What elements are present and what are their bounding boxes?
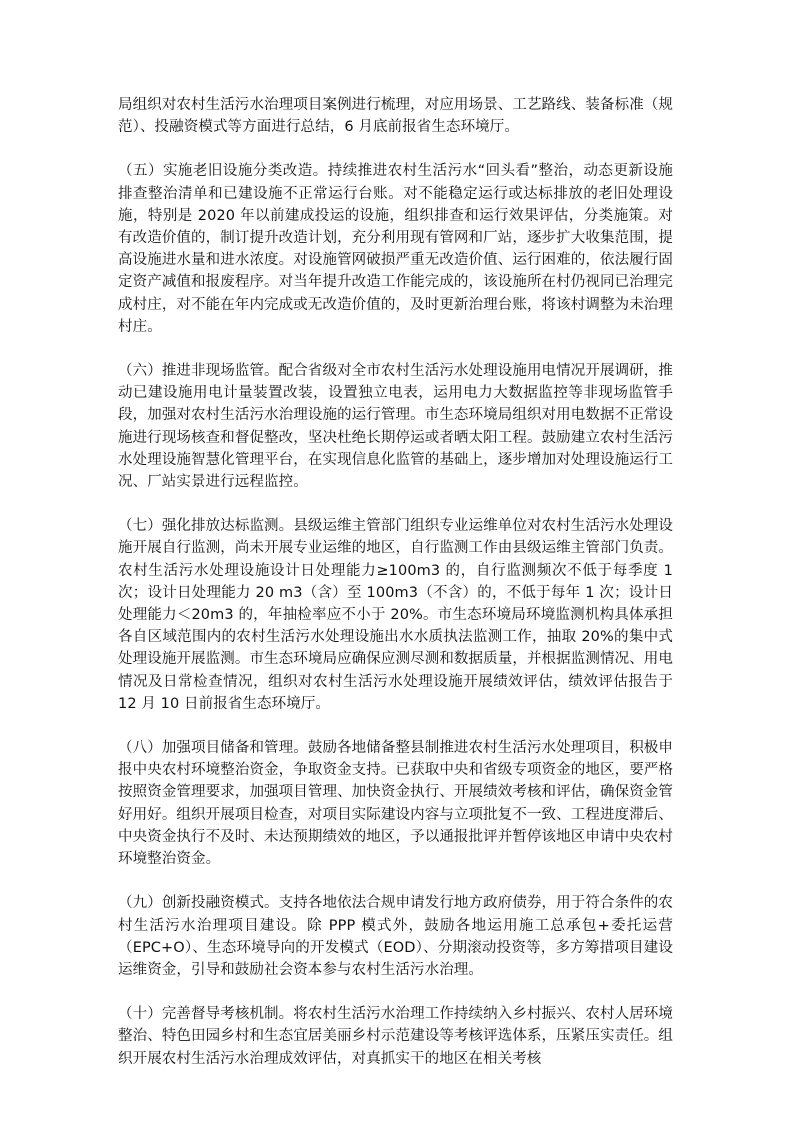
paragraph-section-6: （六）推进非现场监管。配合省级对全市农村生活污水处理设施用电情况开展调研，推动已建设施用电计量装置改装，设置独立电表，运用电力大数据监控等非现场监管手段，加强对农村生活污水治理设施的运行管理。市生态环境局组织对用电数据不正常设施进行现场核查和督促整改，坚决杜绝长期停运或者晒太阳工程。鼓励建立农村生活污水处理设施智慧化管理平台，在实现信息化监管的基础上，逐步增加对处理设施运行工况、厂站实景进行远程监控。 bbox=[118, 363, 673, 491]
paragraph-continued-intro: 局组织对农村生活污水治理项目案例进行梳理，对应用场景、工艺路线、装备标准（规范）、投融资模式等方面进行总结，6 月底前报省生态环境厅。 bbox=[118, 97, 673, 136]
paragraph-section-9: （九）创新投融资模式。支持各地依法合规申请发行地方政府债券，用于符合条件的农村生活污水治理项目建设。除 PPP 模式外，鼓励各地运用施工总承包+委托运营（EPC+O）、生态环境导向的开发模式（EOD）、分期滚动投资等，多方筹措项目建设运维资金，引导和鼓励社会资本参与农村生活污水治理。 bbox=[118, 895, 673, 978]
paragraph-section-7: （七）强化排放达标监测。县级运维主管部门组织专业运维单位对农村生活污水处理设施开展自行监测，尚未开展专业运维的地区，自行监测工作由县级运维主管部门负责。农村生活污水处理设施设计日处理能力≥100m3 的，自行监测频次不低于每季度 1 次；设计日处理能力 20 m3（含）至 100m3（不含）的，不低于每年 1 次；设计日处理能力＜20m3 的，年抽检率应不小于 20%。市生态环境局环境监测机构具体承担各自区域范围内的农村生活污水处理设施出水水质执法监测工作，抽取 20%的集中式处理设施开展监测。市生态环境局应确保应测尽测和数据质量，并根据监测情况、用电情况及日常检查情况，组织对农村生活污水处理设施开展绩效评估，绩效评估报告于 12 月 10 日前报省生态环境厅。 bbox=[118, 518, 673, 712]
paragraph-section-8: （八）加强项目储备和管理。鼓励各地储备整县制推进农村生活污水处理项目，积极申报中央农村环境整治资金，争取资金支持。已获取中央和省级专项资金的地区，要严格按照资金管理要求，加强项目管理、加快资金执行、开展绩效考核和评估，确保资金管好用好。组织开展项目检查，对项目实际建设内容与立项批复不一致、工程进度滞后、中央资金执行不及时、未达预期绩效的地区，予以通报批评并暂停该地区申请中央农村环境整治资金。 bbox=[118, 740, 673, 868]
paragraph-section-10: （十）完善督导考核机制。将农村生活污水治理工作持续纳入乡村振兴、农村人居环境整治、特色田园乡村和生态宜居美丽乡村示范建设等考核评选体系，压紧压实责任。组织开展农村生活污水治理成效评估，对真抓实干的地区在相关考核 bbox=[118, 1006, 673, 1067]
document-body bbox=[118, 94, 673, 1092]
paragraph-section-5: （五）实施老旧设施分类改造。持续推进农村生活污水“回头看”整治，动态更新设施排查整治清单和已建设施不正常运行台账。对不能稳定运行或达标排放的老旧处理设施，特别是 2020 年以前建成投运的设施，组织排查和运行效果评估，分类施策。对有改造价值的，制订提升改造计划，充分利用现有管网和厂站，逐步扩大收集范围，提高设施进水量和进水浓度。对设施管网破损严重无改造价值、运行困难的，依法履行固定资产减值和报废程序。对当年提升改造工作能完成的，该设施所在村仍视同已治理完成村庄，对不能在年内完成或无改造价值的，及时更新治理台账，将该村调整为未治理村庄。 bbox=[118, 163, 673, 335]
